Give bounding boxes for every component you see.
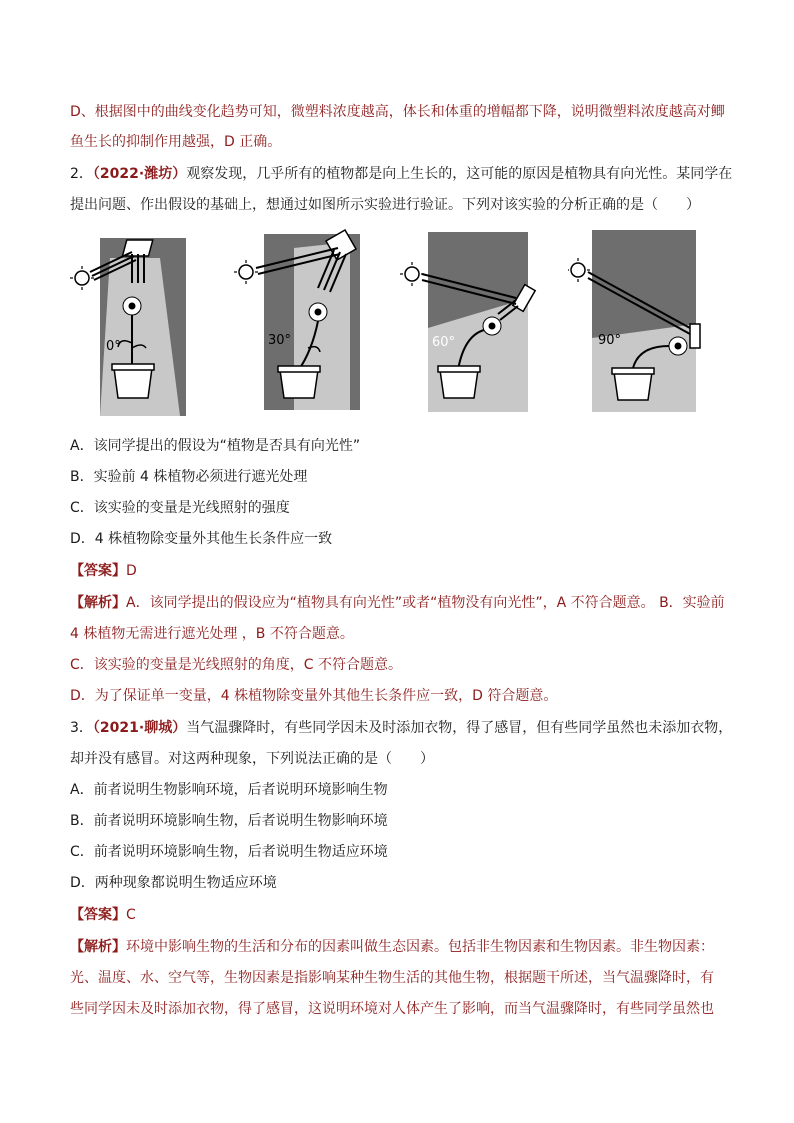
q2-analysis-line-1 [70, 593, 725, 613]
figure-panel-90-deg [568, 228, 730, 418]
q2-number: 2． [70, 166, 93, 182]
q2-option-a: A．该同学提出的假设为“植物是否具有向光性” [70, 438, 361, 454]
q2-source: （2022·潍坊） [92, 166, 187, 182]
angle-label-90: 90° [598, 333, 622, 348]
q2-answer [70, 561, 137, 581]
q2-answer-label: 【答案】 [70, 563, 126, 579]
q2-stem-line-2: 提出问题、作出假设的基础上，想通过如图所示实验进行验证。下列对该实验的分析正确的是（ ） [70, 197, 700, 213]
q3-answer-value: C [126, 907, 136, 923]
q3-analysis-line-3: 些同学因未及时添加衣物，得了感冒，这说明环境对人体产生了影响，而当气温骤降时，有些同学虽然也 [70, 1001, 714, 1017]
q3-option-d: D．两种现象都说明生物适应环境 [70, 875, 277, 891]
q2-option-c: C．该实验的变量是光线照射的强度 [70, 500, 290, 516]
sun-icon [239, 265, 253, 279]
q3-analysis-line-2: 光、温度、水、空气等，生物因素是指影响某种生物生活的其他生物，根据题干所述，当气温骤降时，有 [70, 970, 714, 986]
q3-stem-line-1 [70, 718, 732, 738]
prev-analysis-line-1: D、根据图中的曲线变化趋势可知，微塑料浓度越高，体长和体重的增幅都下降，说明微塑料浓度越高对鲫 [70, 104, 725, 120]
q2-stem-line-1 [70, 164, 732, 184]
q2-analysis-label: 【解析】 [70, 595, 126, 611]
q3-stem-line-2: 却并没有感冒。对这两种现象，下列说法正确的是（ ） [70, 751, 434, 767]
figure-panel-30-deg [234, 228, 364, 418]
q2-option-d: D．4 株植物除变量外其他生长条件应一致 [70, 531, 333, 547]
angle-label-0: 0° [106, 339, 121, 354]
q3-stem-text-1: 当气温骤降时，有些同学因未及时添加衣物，得了感冒，但有些同学虽然也未添加衣物， [186, 720, 733, 736]
q2-answer-value: D [126, 563, 137, 579]
q2-analysis-line-2: 4 株植物无需进行遮光处理 ，B 不符合题意。 [70, 626, 354, 642]
sun-icon [405, 267, 419, 281]
q3-number: 3． [70, 720, 93, 736]
q2-experiment-figure [70, 228, 730, 420]
q3-analysis-line-1 [70, 937, 714, 957]
q3-analysis-label: 【解析】 [70, 939, 126, 955]
q3-option-a: A．前者说明生物影响环境，后者说明环境影响生物 [70, 782, 388, 798]
figure-panel-60-deg [400, 228, 550, 418]
q2-option-b: B．实验前 4 株植物必须进行遮光处理 [70, 469, 308, 485]
sun-icon [571, 263, 585, 277]
figure-panel-0-deg [70, 228, 190, 418]
q3-answer [70, 905, 136, 925]
q3-option-b: B．前者说明环境影响生物，后者说明生物影响环境 [70, 813, 388, 829]
q3-source: （2021·聊城） [92, 720, 187, 736]
q3-option-c: C．前者说明环境影响生物，后者说明生物适应环境 [70, 844, 388, 860]
q2-analysis-text-1: A．该同学提出的假设应为“植物具有向光性”或者“植物没有向光性”，A 不符合题意。 B．实验前 [126, 595, 725, 611]
prev-analysis-line-2: 鱼生长的抑制作用越强，D 正确。 [70, 134, 282, 150]
q2-analysis-line-3: C．该实验的变量是光线照射的角度，C 不符合题意。 [70, 657, 402, 673]
angle-label-60: 60° [432, 335, 456, 350]
q2-stem-text-1: 观察发现，几乎所有的植物都是向上生长的，这可能的原因是植物具有向光性。某同学在 [186, 166, 733, 182]
angle-label-30: 30° [268, 333, 292, 348]
sun-icon [75, 271, 89, 285]
q3-answer-label: 【答案】 [70, 907, 126, 923]
q2-analysis-line-4: D．为了保证单一变量，4 株植物除变量外其他生长条件应一致，D 符合题意。 [70, 688, 558, 704]
q3-analysis-text-1: 环境中影响生物的生活和分布的因素叫做生态因素。包括非生物因素和生物因素。非生物因素： [126, 939, 714, 955]
